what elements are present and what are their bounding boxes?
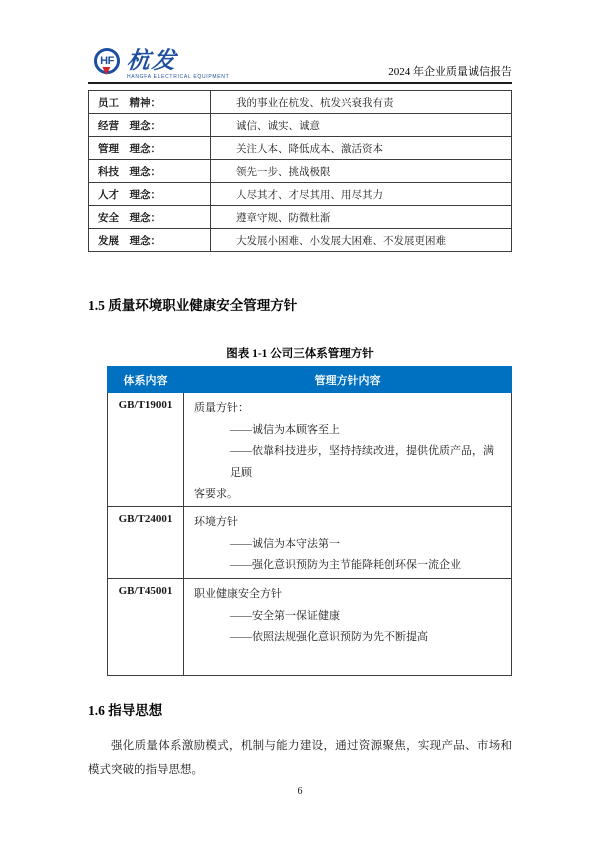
policy-table-row <box>108 393 512 507</box>
policy-line: 质量方针： <box>194 402 249 414</box>
policy-content-cell <box>184 506 512 578</box>
value-label-cell: 经营 理念： <box>89 114 211 137</box>
column-header-system: 体系内容 <box>108 367 184 393</box>
policy-line: ——强化意识预防为主节能降耗创环保一流企业 <box>230 559 461 572</box>
value-content-cell: 人尽其才、才尽其用、用尽其力 <box>211 183 512 206</box>
system-code-cell: GB/T45001 <box>108 578 184 675</box>
policy-table <box>107 366 512 676</box>
logo-tagline: HANGFA ELECTRICAL EQUIPMENT <box>127 74 230 80</box>
policy-line: ——诚信为本顾客至上 <box>230 423 340 436</box>
table-row <box>89 206 512 229</box>
policy-line: 环境方针 <box>194 515 238 528</box>
section-heading-1-5: 1.5 质量环境职业健康安全管理方针 <box>88 298 298 313</box>
column-header-policy: 管理方针内容 <box>184 367 512 393</box>
value-content-cell: 我的事业在杭发、杭发兴衰我有责 <box>211 91 512 114</box>
value-content-cell: 大发展小困难、小发展大困难、不发展更困难 <box>211 229 512 252</box>
policy-line: ——依照法规强化意识预防为先不断提高 <box>230 631 428 644</box>
table-row <box>89 160 512 183</box>
company-values-table <box>88 90 512 252</box>
policy-table-header-row <box>108 367 512 393</box>
policy-content-cell <box>184 393 512 507</box>
page-number: 6 <box>297 786 303 797</box>
value-content-cell: 诚信、诚实、诚意 <box>211 114 512 137</box>
body-paragraph: 强化质量体系激励模式，机制与能力建设，通过资源聚焦，实现产品、市场和模式突破的指导思想。 <box>88 740 512 776</box>
page-header <box>88 44 512 84</box>
value-label-cell: 管理 理念： <box>89 137 211 160</box>
report-title: 2024 年企业质量诚信报告 <box>388 66 512 78</box>
table-row <box>89 137 512 160</box>
value-content-cell: 遵章守规、防微杜渐 <box>211 206 512 229</box>
policy-line: ——安全第一保证健康 <box>230 609 340 622</box>
value-content-cell: 领先一步、挑战极限 <box>211 160 512 183</box>
policy-table-row <box>108 506 512 578</box>
policy-line: 职业健康安全方针 <box>194 587 282 600</box>
system-code-cell: GB/T24001 <box>108 506 184 578</box>
logo-text-block <box>127 48 229 80</box>
figure-caption: 图表 1-1 公司三体系管理方针 <box>226 348 374 360</box>
logo-monogram: HF <box>100 55 114 67</box>
policy-line: ——诚信为本守法第一 <box>230 537 340 550</box>
table-row <box>89 183 512 206</box>
value-label-cell: 科技 理念： <box>89 160 211 183</box>
table-row <box>89 114 512 137</box>
value-label-cell: 安全 理念： <box>89 206 211 229</box>
table-row <box>89 91 512 114</box>
value-label-cell: 员工 精神： <box>89 91 211 114</box>
policy-line: ——依靠科技进步，坚持持续改进，提供优质产品，满足顾 <box>230 445 494 479</box>
policy-table-row <box>108 578 512 675</box>
logo-brand-text: 杭发 <box>125 48 179 73</box>
table-row <box>89 229 512 252</box>
system-code-cell: GB/T19001 <box>108 393 184 507</box>
policy-content-cell <box>184 578 512 675</box>
policy-line: 客要求。 <box>194 488 238 501</box>
logo-red-accent-icon <box>102 67 110 75</box>
value-label-cell: 人才 理念： <box>89 183 211 206</box>
hf-logo-icon <box>94 48 120 74</box>
section-heading-1-6: 1.6 指导思想 <box>88 703 163 718</box>
value-content-cell: 关注人本、降低成本、激活资本 <box>211 137 512 160</box>
value-label-cell: 发展 理念： <box>89 229 211 252</box>
company-logo <box>94 48 229 80</box>
